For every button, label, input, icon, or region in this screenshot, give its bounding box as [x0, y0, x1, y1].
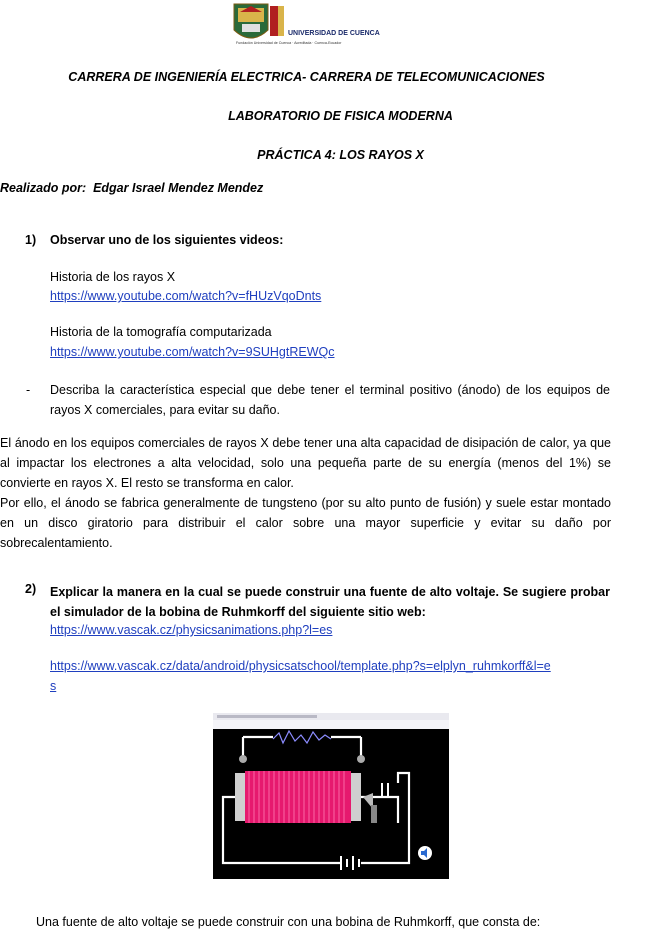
author-line — [0, 181, 263, 195]
simulator-link-2[interactable] — [50, 656, 612, 696]
q1-bullet-text: Describa la característica especial que debe tener el terminal positivo (ánodo) de los equipos de rayos X comerciales, para evitar su daño. — [50, 383, 610, 417]
bullet-dash: - — [26, 383, 31, 397]
simulator-link-2-line2[interactable]: s — [50, 679, 57, 693]
video2-link[interactable]: https://www.youtube.com/watch?v=9SUHgtREWQc — [50, 345, 335, 359]
q2-number: 2) — [25, 582, 37, 596]
q2-heading: Explicar la manera en la cual se puede construir una fuente de alto voltaje. Se sugiere probar el simulador de la bobina de Ruhmkorff del siguiente sitio web: — [50, 585, 610, 619]
svg-text:Fundación Universidad de Cuenc: Fundación Universidad de Cuenca · Acreditada · Cuenca-Ecuador — [236, 41, 342, 45]
career-title: CARRERA DE INGENIERÍA ELECTRICA- CARRERA DE TELECOMUNICACIONES — [68, 70, 545, 84]
author-name: Edgar Israel Mendez Mendez — [93, 181, 264, 195]
q2-answer-intro: Una fuente de alto voltaje se puede construir con una bobina de Ruhmkorff, que consta de: — [36, 915, 541, 929]
practice-title: PRÁCTICA 4: LOS RAYOS X — [257, 148, 424, 162]
answer-paragraph-1: El ánodo en los equipos comerciales de rayos X debe tener una alta capacidad de disipación de calor, ya que al impactar los electrones a alta velocidad, solo una pequeña parte de su energía (menos del 1%) se convierte en rayos X. El resto se transforma en calor. — [0, 436, 611, 490]
video1-title: Historia de los rayos X — [50, 270, 176, 284]
video2-title: Historia de la tomografía computarizada — [50, 325, 272, 339]
simulator-link-2-line1[interactable]: https://www.vascak.cz/data/android/physicsatschool/template.php?s=elplyn_ruhmkorff&l=e — [50, 659, 551, 673]
q1-number: 1) — [25, 233, 37, 247]
lab-title: LABORATORIO DE FISICA MODERNA — [228, 109, 453, 123]
q1-heading: Observar uno de los siguientes videos: — [50, 233, 284, 247]
answer-paragraph-2: Por ello, el ánodo se fabrica generalmente de tungsteno (por su alto punto de fusión) y suele estar montado en un disco giratorio para distribuir el calor sobre una mayor superficie y evitar su daño por sobrecalentamiento. — [0, 496, 611, 550]
university-logo — [228, 0, 380, 50]
author-label: Realizado por: — [0, 181, 87, 195]
video1-link[interactable]: https://www.youtube.com/watch?v=fHUzVqoDnts — [50, 289, 322, 303]
ruhmkorff-simulator-image — [213, 713, 449, 879]
logo-text: UNIVERSIDAD DE CUENCA — [288, 30, 380, 37]
simulator-link[interactable]: https://www.vascak.cz/physicsanimations.php?l=es — [50, 623, 333, 637]
